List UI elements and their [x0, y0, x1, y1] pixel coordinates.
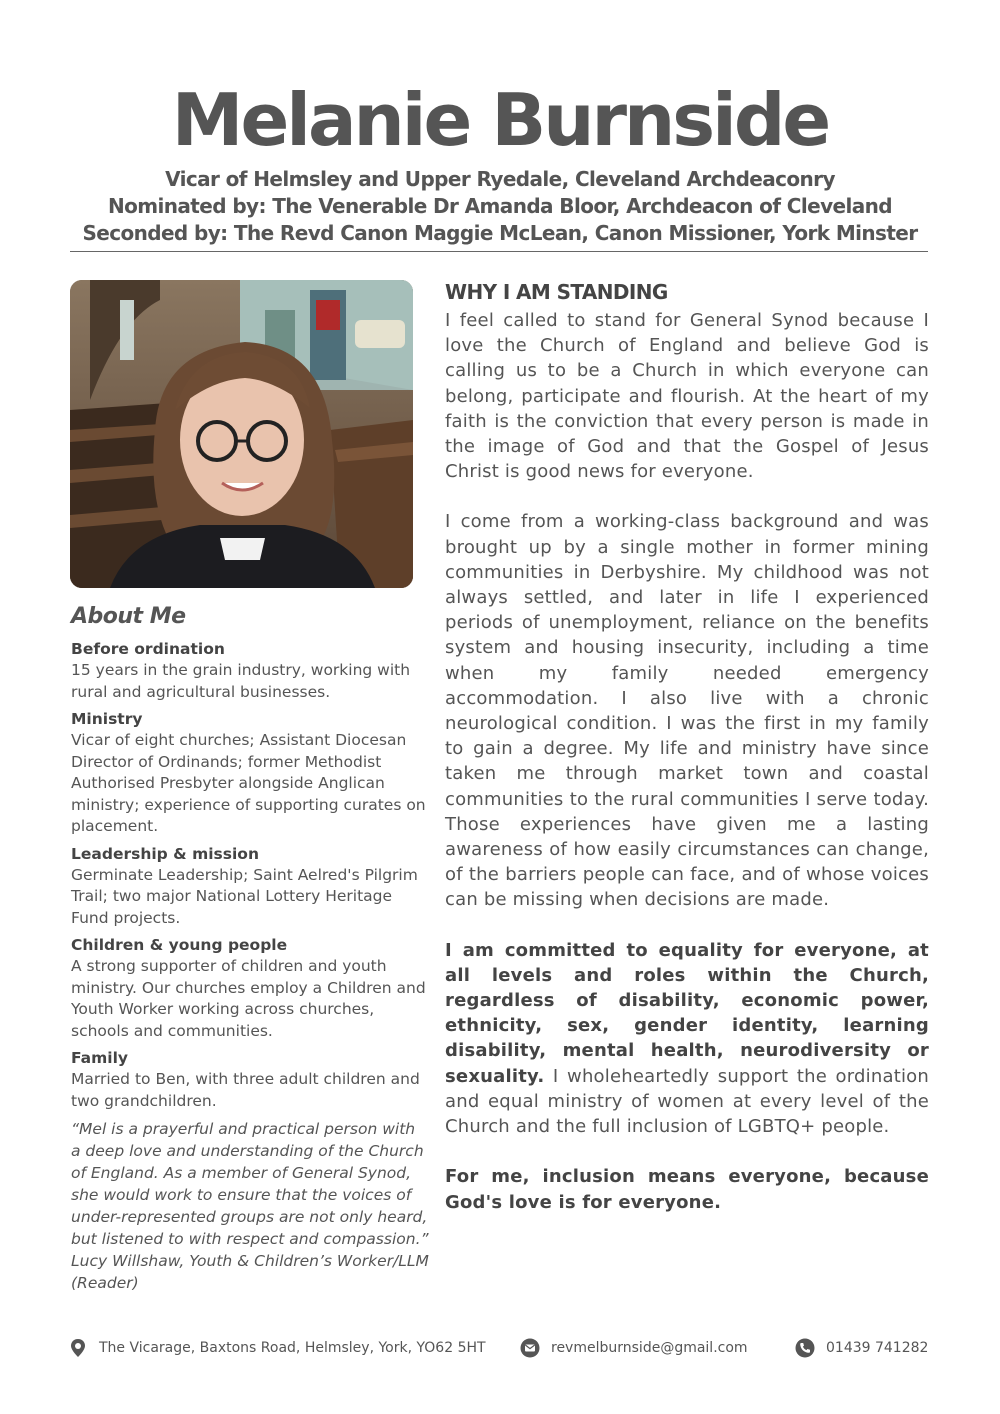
email-link[interactable]: revmelburnside@gmail.com — [551, 1340, 748, 1356]
section-heading: Ministry — [71, 710, 143, 728]
header-divider — [70, 251, 928, 252]
email-icon — [520, 1338, 540, 1358]
address-text: The Vicarage, Baxtons Road, Helmsley, York, YO62 5HT — [99, 1340, 486, 1356]
paragraph-equality — [445, 938, 929, 1140]
contact-footer — [68, 1338, 938, 1362]
section-text: 15 years in the grain industry, working with rural and agricultural businesses. — [71, 661, 411, 701]
phone-icon — [795, 1338, 815, 1358]
why-standing-section — [445, 280, 929, 1240]
nominated-by: Nominated by: The Venerable Dr Amanda Bloor, Archdeacon of Cleveland — [108, 194, 892, 218]
paragraph-inclusion: For me, inclusion means everyone, because God's love is for everyone. — [445, 1166, 929, 1213]
about-section-ministry — [71, 709, 429, 838]
footer-address — [68, 1338, 486, 1358]
why-standing-title: WHY I AM STANDING — [445, 280, 668, 304]
about-section-before-ordination — [71, 639, 429, 703]
about-section-children — [71, 935, 429, 1042]
footer-email[interactable] — [520, 1338, 748, 1358]
equality-commitment: I am committed to equality for everyone, at all levels and roles within the Church, regardless of disability, economic power, ethnicity, sex, gender identity, learning disability, mental health, neurodiversity or sexuality. — [445, 939, 929, 1087]
about-me-title: About Me — [71, 604, 186, 629]
about-section-family — [71, 1048, 429, 1112]
section-heading: Family — [71, 1049, 129, 1067]
equality-support: I wholeheartedly support the ordination and equal ministry of women at every level of the Church and the full inclusion of LGBTQ+ people. — [445, 1065, 929, 1138]
section-text: Married to Ben, with three adult children and two grandchildren. — [71, 1070, 420, 1110]
candidate-name: Melanie Burnside — [171, 78, 829, 162]
header — [0, 78, 1000, 247]
phone-number[interactable]: 01439 741282 — [826, 1340, 929, 1356]
location-pin-icon — [68, 1338, 88, 1358]
about-section-leadership — [71, 844, 429, 930]
section-text: A strong supporter of children and youth ministry. Our churches employ a Children and Youth Worker working across churches, schools and communities. — [71, 957, 426, 1040]
candidate-role: Vicar of Helmsley and Upper Ryedale, Cleveland Archdeaconry — [165, 167, 835, 191]
endorsement-quote: “Mel is a prayerful and practical person with a deep love and understanding of the Church of England. As a member of General Synod, she would work to ensure that the voices of under-represented groups are not only heard, but listened to with respect and compassion.” Lucy Willshaw, Youth & Children’s Worker/LLM (Reader) — [71, 1120, 429, 1292]
candidate-photo — [70, 280, 413, 588]
paragraph-background: I come from a working-class background and was brought up by a single mother in former mining communities in Derbyshire. My childhood was not always settled, and later in life I experienced periods of unemployment, reliance on the benefits system and housing insecurity, including a time when my family needed emergency accommodation. I also live with a chronic neurological condition. I was the first in my family to gain a degree. My life and ministry have since taken me through market town and coastal communities to the rural communities I serve today. Those experiences have given me a lasting awareness of how easily circumstances can change, of the barriers people can face, and of whose voices can be missing when decisions are made. — [445, 511, 929, 911]
section-heading: Before ordination — [71, 640, 225, 658]
section-text: Vicar of eight churches; Assistant Diocesan Director of Ordinands; former Methodist Authorised Presbyter alongside Anglican ministry; experience of supporting curates on placement. — [71, 731, 426, 835]
section-heading: Children & young people — [71, 936, 288, 954]
section-heading: Leadership & mission — [71, 844, 259, 863]
about-me-section — [71, 604, 429, 1294]
paragraph-calling: I feel called to stand for General Synod because I love the Church of England and believe God is calling us to be a Church in which everyone can belong, participate and flourish. At the heart of my faith is the conviction that every person is made in the image of God and that the Gospel of Jesus Christ is good news for everyone. — [445, 310, 929, 483]
seconded-by: Seconded by: The Revd Canon Maggie McLean, Canon Missioner, York Minster — [82, 221, 918, 245]
section-text: Germinate Leadership; Saint Aelred's Pilgrim Trail; two major National Lottery Heritage Fund projects. — [71, 865, 418, 927]
footer-phone[interactable] — [795, 1338, 928, 1358]
